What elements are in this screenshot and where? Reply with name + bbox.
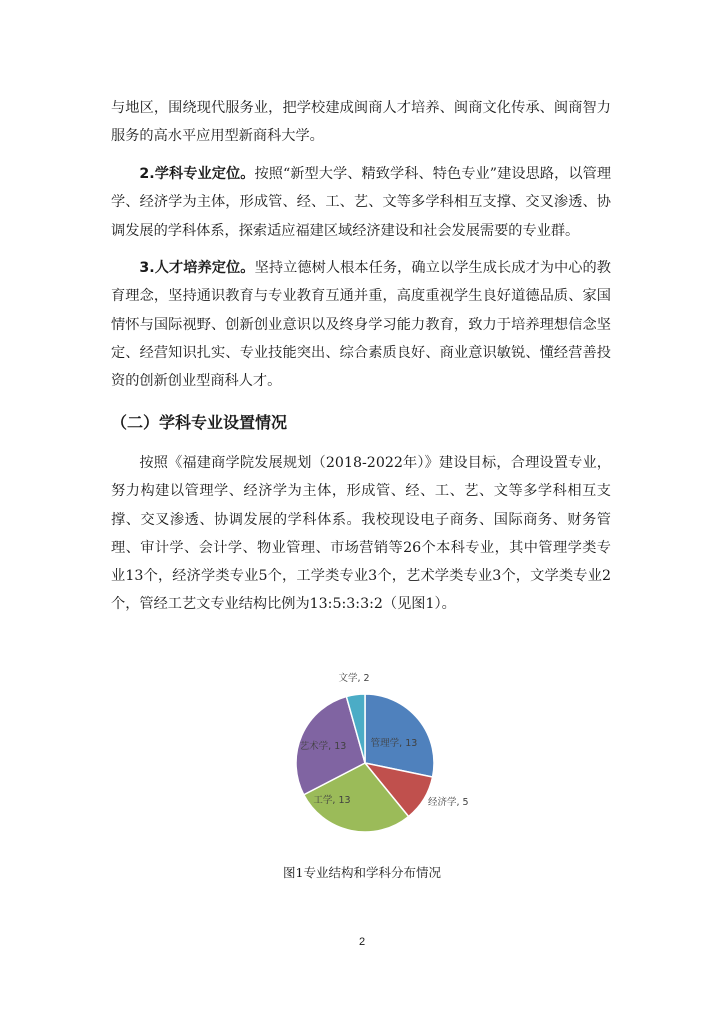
- pie-label-4: 艺术学, 13: [299, 741, 347, 752]
- page-number: 2: [358, 936, 366, 948]
- paragraph-body: 坚持立德树人根本任务，确立以学生成长成才为中心的教育理念，坚持通识教育与专业教育互通并重，高度重视学生良好道德品质、家国情怀与国际视野、创新创业意识以及终身学习能力教育，致力于培养理想信念坚定、经营知识扎实、专业技能突出、综合素质良好、商业意识敏锐、懂经营善投资的创新创业型商科人才。: [111, 260, 611, 390]
- pie-label-3: 工学, 13: [313, 795, 351, 806]
- paragraph-label: 3.人才培养定位。: [139, 260, 255, 276]
- section-heading: （二）学科专业设置情况: [111, 413, 288, 432]
- pie-slices: [296, 694, 434, 832]
- paragraph-label: 2.学科专业定位。: [139, 166, 255, 182]
- paragraph-discipline-setting: 按照《福建商学院发展规划（2018-2022年）》建设目标，合理设置专业，努力构建以管理学、经济学为主体，形成管、经、工、艺、文等多学科相互支撑、交叉渗透、协调发展的学科体系。我校现设电子商务、国际商务、财务管理、审计学、会计学、物业管理、市场营销等26个本科专业，其中管理学类专业13个，经济学类专业5个，工学类专业3个，艺术学类专业3个，文学类专业2个，管经工艺文专业结构比例为13:5:3:3:2（见图1）。: [111, 455, 611, 613]
- paragraph-body: 按照“新型大学、精致学科、特色专业”建设思路，以管理学、经济学为主体，形成管、经、工、艺、文等多学科相互支撑、交叉渗透、协调发展的学科体系，探索适应福建区域经济建设和社会发展需要的专业群。: [111, 166, 612, 239]
- pie-label-2: 经济学, 5: [428, 797, 469, 808]
- pie-label-1: 管理学, 13: [370, 738, 418, 749]
- paragraph-discipline-positioning: [111, 160, 611, 245]
- paragraph-continuation: 与地区，围绕现代服务业，把学校建成闽商人才培养、闽商文化传承、闽商智力服务的高水平应用型新商科大学。: [111, 100, 611, 145]
- paragraph-talent-positioning: [111, 254, 611, 395]
- pie-chart: [280, 665, 490, 840]
- figure-caption: 图1专业结构和学科分布情况: [283, 865, 441, 880]
- pie-label-5: 文学, 2: [338, 673, 370, 684]
